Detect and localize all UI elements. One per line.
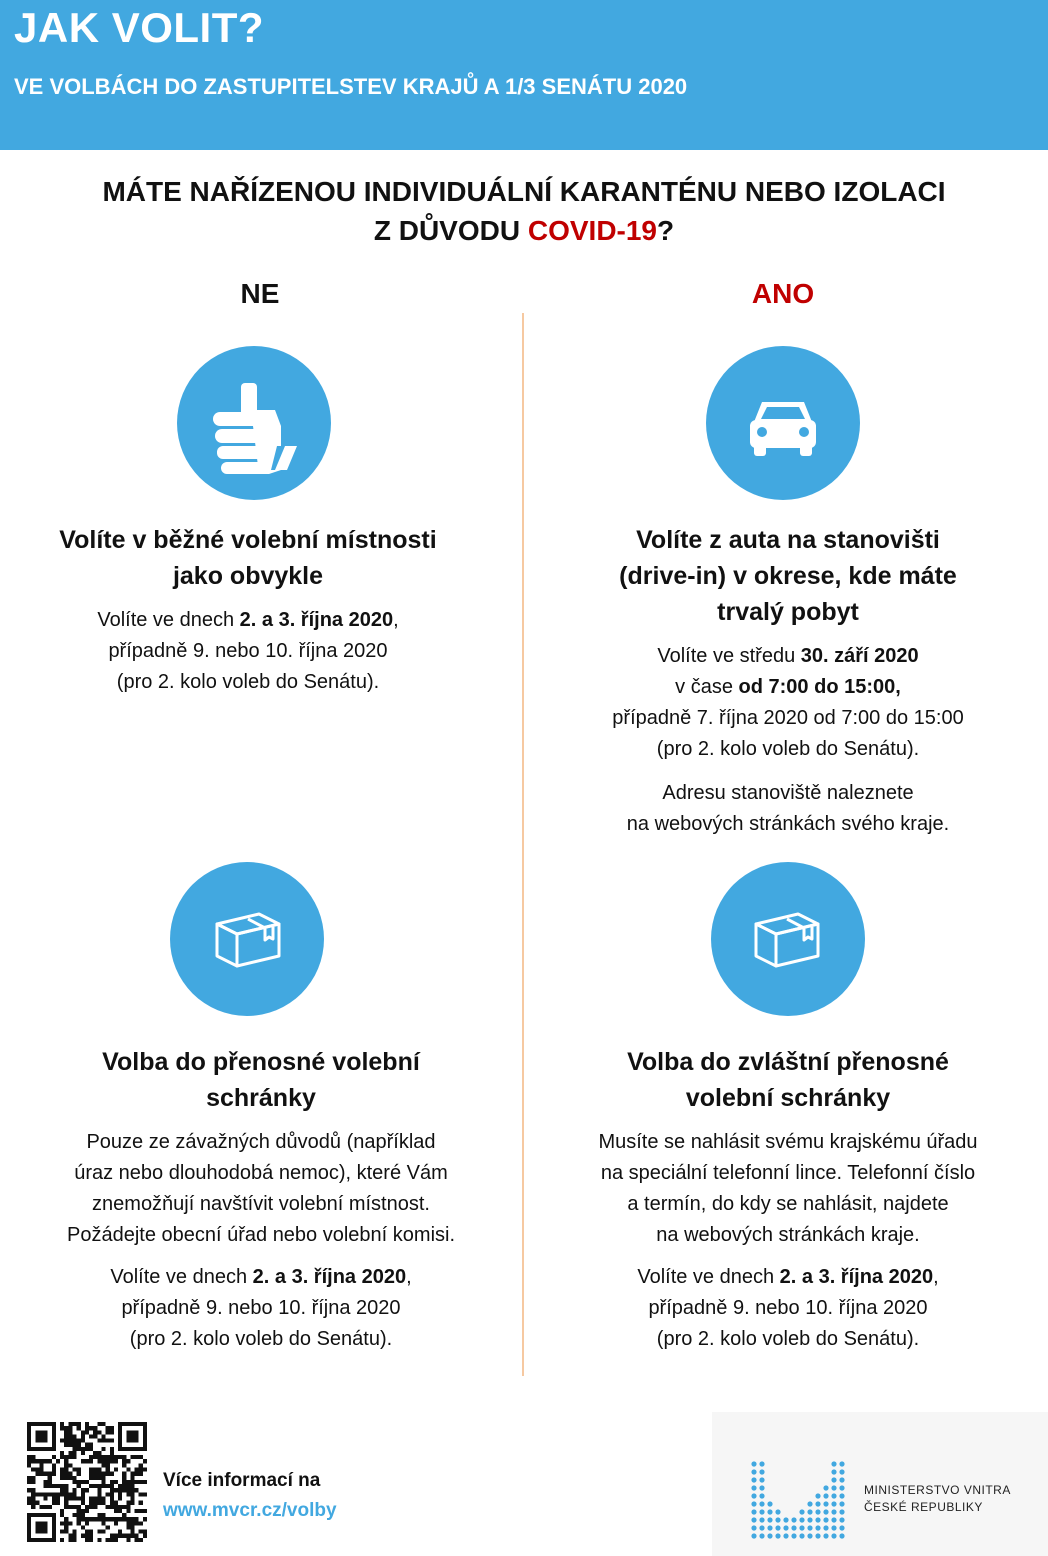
text: Volíte ve dnech: [97, 609, 240, 631]
text: případně 9. nebo 10. října 2020: [108, 640, 388, 662]
yes-drive-in-block: [530, 522, 1046, 840]
bold-date: 2. a 3. října 2020: [779, 1266, 934, 1288]
box-icon: [170, 862, 324, 1016]
thumbs-up-icon: [177, 346, 331, 500]
heading-line: Volba do přenosné volební: [102, 1048, 420, 1076]
yes-special-conditions: [530, 1127, 1046, 1251]
question-line-1: MÁTE NAŘÍZENOU INDIVIDUÁLNÍ KARANTÉNU NEBO IZOLACI: [102, 176, 946, 207]
text: Musíte se nahlásit svému krajskému úřadu: [598, 1131, 978, 1153]
heading-line: trvalý pobyt: [717, 598, 859, 626]
yes-drive-in-dates: [530, 641, 1046, 765]
heading-line: schránky: [206, 1084, 316, 1112]
text: Adresu stanoviště naleznete: [662, 782, 914, 804]
heading-line: Volba do zvláštní přenosné: [627, 1048, 949, 1076]
header-banner: [0, 0, 1048, 150]
text: případně 9. nebo 10. října 2020: [648, 1297, 928, 1319]
column-heading-yes: ANO: [751, 278, 815, 309]
heading-line: volební schránky: [685, 1084, 891, 1112]
bold-date: 30. září 2020: [800, 645, 919, 667]
more-info-link[interactable]: www.mvcr.cz/volby: [163, 1500, 337, 1521]
ministry-logo: [712, 1412, 1048, 1556]
page-subtitle: VE VOLBÁCH DO ZASTUPITELSTEV KRAJŮ A 1/3 SENÁTU 2020: [14, 74, 688, 99]
more-info-label: Více informací na: [163, 1470, 321, 1491]
text: Pouze ze závažných důvodů (například: [86, 1131, 436, 1153]
logo-line: ČESKÉ REPUBLIKY: [864, 1500, 983, 1514]
text: úraz nebo dlouhodobá nemoc), které Vám: [74, 1162, 448, 1184]
text: ,: [933, 1266, 939, 1288]
covid-highlight: COVID-19: [527, 215, 658, 246]
more-info: [163, 1466, 337, 1526]
question-line-2-suffix: ?: [657, 215, 675, 246]
main-question: [0, 172, 1048, 250]
text: Požádejte obecní úřad nebo volební komisi.: [66, 1224, 456, 1246]
yes-special-heading: [530, 1044, 1046, 1116]
no-portable-conditions: [0, 1127, 522, 1251]
text: na webových stránkách svého kraje.: [626, 813, 950, 835]
qr-code[interactable]: [27, 1422, 147, 1547]
text: ,: [406, 1266, 412, 1288]
no-portable-block: [0, 1044, 522, 1355]
heading-line: Volíte z auta na stanovišti: [636, 526, 940, 554]
text: Volíte ve dnech: [110, 1266, 253, 1288]
text: na speciální telefonní lince. Telefonní číslo: [600, 1162, 976, 1184]
yes-special-block: [530, 1044, 1046, 1355]
question-line-2-prefix: Z DŮVODU: [373, 215, 528, 246]
heading-line: (drive-in) v okrese, kde máte: [619, 562, 957, 590]
no-regular-block: [0, 522, 496, 698]
no-portable-heading: [0, 1044, 522, 1116]
yes-drive-in-heading: [530, 522, 1046, 630]
text: a termín, do kdy se nahlásit, najdete: [627, 1193, 949, 1215]
box-icon: [711, 862, 865, 1016]
bold-date: 2. a 3. října 2020: [252, 1266, 407, 1288]
text: případně 9. nebo 10. října 2020: [121, 1297, 401, 1319]
text: případně 7. října 2020 od 7:00 do 15:00: [612, 707, 964, 729]
bold-time: od 7:00 do 15:00,: [738, 676, 901, 698]
text: znemožňují navštívit volební místnost.: [92, 1193, 430, 1215]
text: (pro 2. kolo voleb do Senátu).: [129, 1328, 393, 1350]
text: ,: [393, 609, 399, 631]
no-regular-heading: [0, 522, 496, 594]
logo-line: MINISTERSTVO VNITRA: [864, 1483, 1011, 1497]
column-heading-no: NE: [240, 278, 280, 309]
no-portable-dates: [0, 1262, 522, 1355]
bold-date: 2. a 3. října 2020: [239, 609, 394, 631]
heading-line: jako obvykle: [172, 562, 324, 590]
text: (pro 2. kolo voleb do Senátu).: [656, 1328, 920, 1350]
yes-special-dates: [530, 1262, 1046, 1355]
no-regular-dates: [0, 605, 496, 698]
car-icon: [706, 346, 860, 500]
text: Volíte ve středu: [657, 645, 801, 667]
text: Volíte ve dnech: [637, 1266, 780, 1288]
text: na webových stránkách kraje.: [656, 1224, 920, 1246]
logo-text: [864, 1482, 1011, 1516]
logo-dots-icon: [712, 1412, 862, 1556]
text: (pro 2. kolo voleb do Senátu).: [656, 738, 920, 760]
column-divider: [522, 313, 524, 1376]
heading-line: Volíte v běžné volební místnosti: [59, 526, 437, 554]
page-title: JAK VOLIT?: [14, 4, 265, 51]
text: (pro 2. kolo voleb do Senátu).: [116, 671, 380, 693]
yes-drive-in-address: [530, 778, 1046, 840]
text: v čase: [675, 676, 739, 698]
